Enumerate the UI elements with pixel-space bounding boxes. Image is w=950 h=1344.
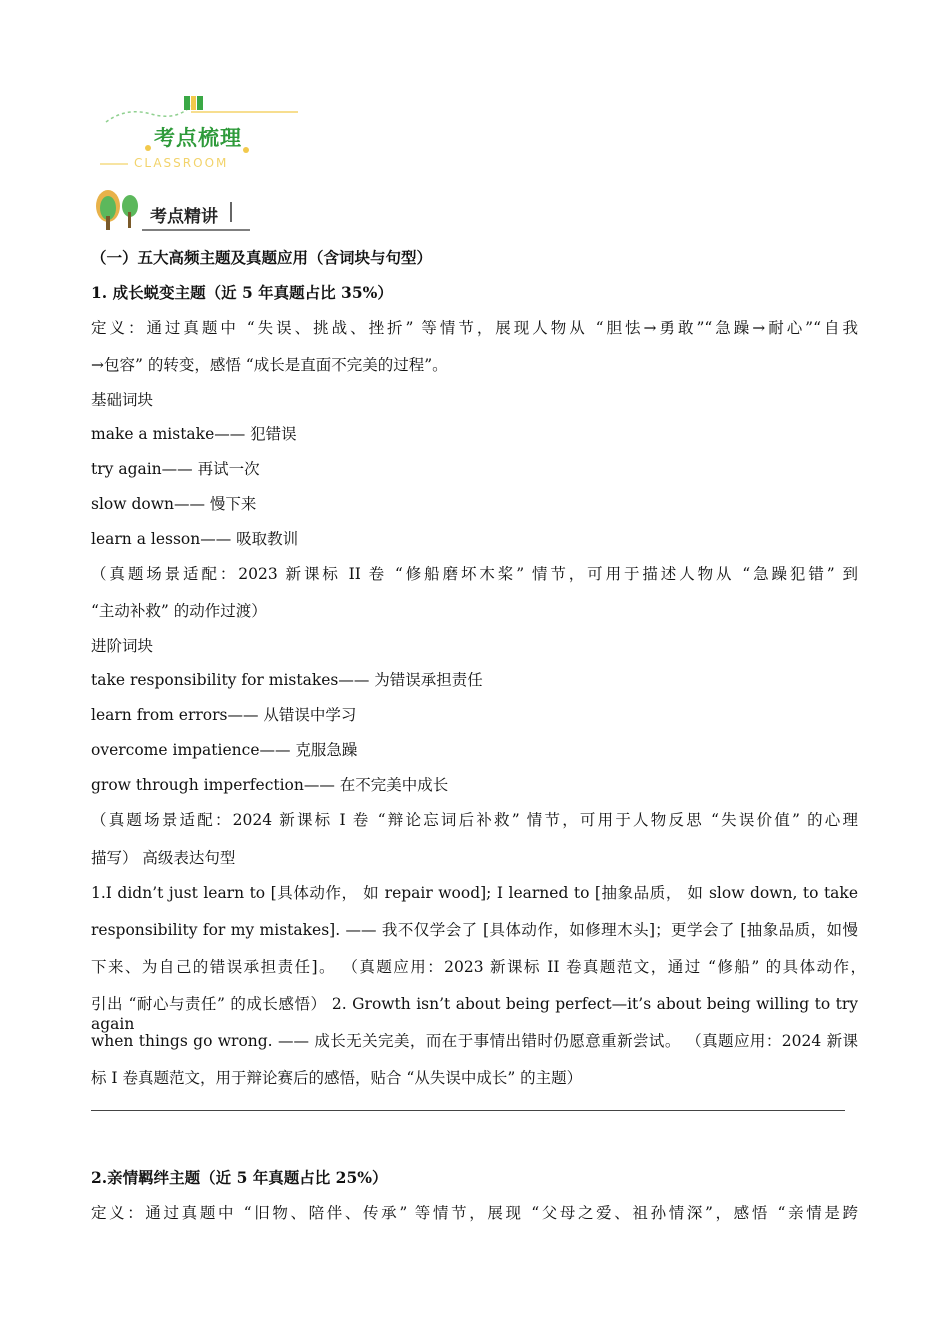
phrase-item: learn from errors—— 从错误中学习 (91, 706, 357, 724)
section-heading: （一）五大高频主题及真题应用（含词块与句型） (91, 248, 433, 267)
paragraph-line: responsibility for my mistakes]. —— 我不仅学会了 [具体动作，如修理木头]；更学会了 [抽象品质，如慢 (91, 921, 858, 939)
subheading: 进阶词块 (91, 637, 154, 655)
phrase-item: make a mistake—— 犯错误 (91, 425, 297, 443)
paragraph-line: “主动补救” 的动作过渡） (91, 602, 267, 620)
paragraph-line: 引出 “耐心与责任” 的成长感悟） 2. Growth isn’t about being perfect—it’s about being willing to try again (91, 995, 858, 1033)
section-banner-classroom (96, 92, 306, 178)
topic-heading: 1. 成长蜕变主题（近 5 年真题占比 35%） (91, 283, 393, 302)
paragraph-line: 定义：通过真题中 “旧物、陪伴、传承” 等情节，展现 “父母之爱、祖孙情深”，感悟 “亲情是跨 (91, 1204, 858, 1222)
phrase-item: slow down—— 慢下来 (91, 495, 257, 513)
paragraph-line: （真题场景适配：2024 新课标 I 卷 “辩论忘词后补救” 情节，可用于人物反思 “失误价值” 的心理 (91, 811, 858, 829)
paragraph-line: 下来、为自己的错误承担责任]。 （真题应用：2023 新课标 II 卷真题范文，通过 “修船” 的具体动作， (91, 958, 866, 976)
banner-title: 考点精讲 (150, 207, 218, 227)
banner-subtitle: CLASSROOM (134, 156, 229, 170)
phrase-item: learn a lesson—— 吸取教训 (91, 530, 299, 548)
paragraph-line: 定义：通过真题中 “失误、挑战、挫折” 等情节，展现人物从 “胆怯→勇敢”“急躁→耐心”“自我 (91, 319, 858, 337)
phrase-item: grow through imperfection—— 在不完美中成长 (91, 776, 449, 794)
paragraph-line: →包容” 的转变，感悟 “成长是直面不完美的过程”。 (91, 356, 448, 374)
paragraph-line: 描写） 高级表达句型 (91, 849, 236, 867)
phrase-item: try again—— 再试一次 (91, 460, 260, 478)
paragraph-line: 1.I didn’t just learn to [具体动作， 如 repair wood]; I learned to [抽象品质， 如 slow down, to take (91, 884, 858, 902)
phrase-item: take responsibility for mistakes—— 为错误承担责任 (91, 671, 483, 689)
banner-title: 考点梳理 (154, 126, 242, 150)
topic-heading: 2.亲情羁绊主题（近 5 年真题占比 25%） (91, 1168, 388, 1187)
paragraph-line: 标 I 卷真题范文，用于辩论赛后的感悟，贴合 “从失误中成长” 的主题） (91, 1069, 583, 1087)
paragraph-line: when things go wrong. —— 成长无关完美，而在于事情出错时仍愿意重新尝试。 （真题应用：2024 新课 (91, 1032, 858, 1050)
subheading: 基础词块 (91, 391, 154, 409)
phrase-item: overcome impatience—— 克服急躁 (91, 741, 358, 759)
divider (91, 1110, 845, 1111)
section-banner-lecture (92, 188, 252, 234)
paragraph-line: （真题场景适配：2023 新课标 II 卷 “修船磨坏木桨” 情节，可用于描述人物从 “急躁犯错” 到 (91, 565, 858, 583)
